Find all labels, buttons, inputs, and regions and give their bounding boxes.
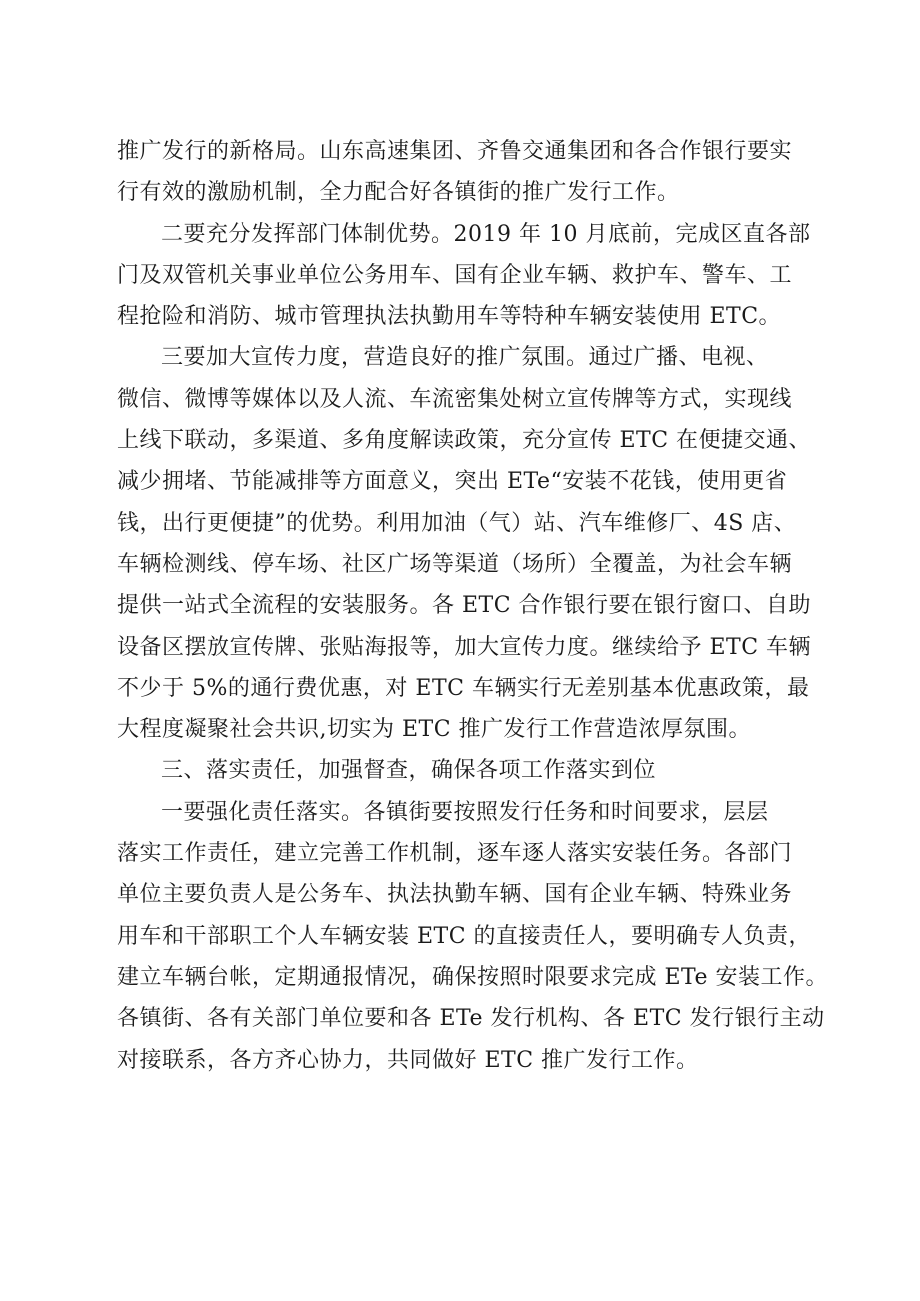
- text-line-19: 单位主要负责人是公务车、执法执勤车辆、国有企业车辆、特殊业务: [117, 882, 793, 908]
- text-line-17: 一要强化责任落实。各镇街要按照发行任务和时间要求，层层: [161, 799, 769, 825]
- text-line-6: 三要加大宣传力度，营造良好的推广氛围。通过广播、电视、: [161, 345, 769, 371]
- text-line-5: 程抢险和消防、城市管理执法执勤用车等特种车辆安装使用 ETC。: [117, 304, 782, 330]
- text-line-20: 用车和干部职工个人车辆安装 ETC 的直接责任人，要明确专人负责，: [117, 923, 812, 949]
- text-line-22: 各镇街、各有关部门单位要和各 ETe 发行机构、各 ETC 发行银行主动: [117, 1006, 825, 1032]
- text-line-7: 微信、微博等媒体以及人流、车流密集处树立宣传牌等方式，实现线: [117, 386, 793, 412]
- text-line-1: 推广发行的新格局。山东高速集团、齐鲁交通集团和各合作银行要实: [117, 139, 793, 164]
- text-line-8: 上线下联动，多渠道、多角度解读政策，充分宣传 ETC 在便捷交通、: [117, 428, 812, 454]
- text-line-15: 大程度凝聚社会共识,切实为 ETC 推广发行工作营造浓厚氛围。: [117, 717, 752, 743]
- text-line-23: 对接联系，各方齐心协力，共同做好 ETC 推广发行工作。: [117, 1047, 699, 1073]
- text-line-11: 车辆检测线、停车场、社区广场等渠道（场所）全覆盖，为社会车辆: [117, 551, 793, 577]
- text-line-21: 建立车辆台帐，定期通报情况，确保按照时限要求完成 ETe 安装工作。: [117, 964, 829, 990]
- section-heading: 三、落实责任，加强督查，确保各项工作落实到位: [161, 758, 657, 784]
- text-line-18: 落实工作责任，建立完善工作机制，逐车逐人落实安装任务。各部门: [117, 841, 793, 867]
- text-line-9: 减少拥堵、节能减排等方面意义，突出 ETe“安装不花钱，使用更省: [117, 469, 788, 495]
- text-line-13: 设备区摆放宣传牌、张贴海报等，加大宣传力度。继续给予 ETC 车辆: [117, 634, 812, 660]
- document-body: [117, 131, 829, 1081]
- text-line-3: 二要充分发挥部门体制优势。2019 年 10 月底前，完成区直各部: [161, 221, 811, 247]
- text-line-2: 行有效的激励机制，全力配合好各镇街的推广发行工作。: [117, 180, 680, 206]
- text-line-14: 不少于 5%的通行费优惠，对 ETC 车辆实行无差别基本优惠政策，最: [117, 675, 810, 701]
- text-line-12: 提供一站式全流程的安装服务。各 ETC 合作银行要在银行窗口、自助: [117, 593, 812, 619]
- text-line-4: 门及双管机关事业单位公务用车、国有企业车辆、救护车、警车、工: [117, 262, 793, 288]
- text-line-10: 钱，出行更便捷”的优势。利用加油（气）站、汽车维修厂、4S 店、: [117, 510, 797, 536]
